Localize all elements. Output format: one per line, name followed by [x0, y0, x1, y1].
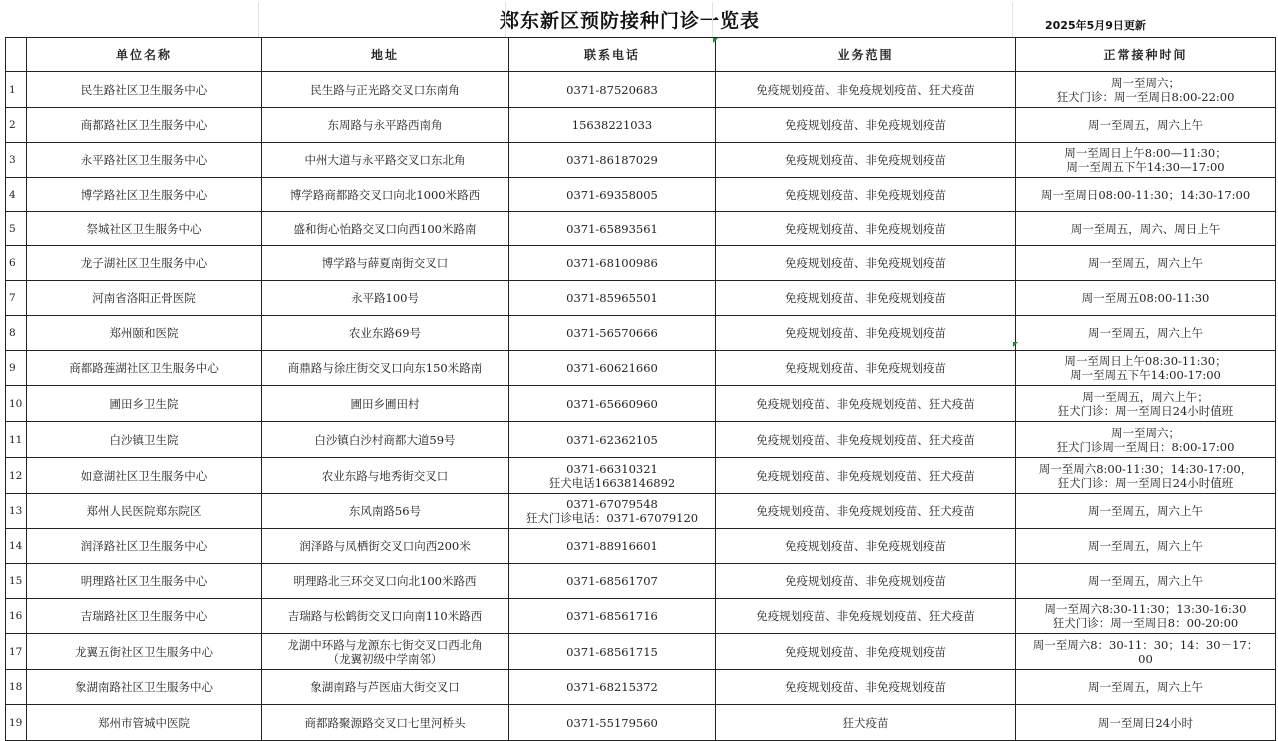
cell-address[interactable]: 圃田乡圃田村	[262, 386, 509, 422]
table-row	[6, 72, 1276, 108]
cell-scope[interactable]: 免疫规划疫苗、非免疫规划疫苗	[716, 108, 1016, 143]
cell-no[interactable]: 4	[6, 178, 27, 212]
table-row	[6, 458, 1276, 494]
cell-address[interactable]: 博学路与薛夏南街交叉口	[262, 246, 509, 281]
cell-no[interactable]: 16	[6, 599, 27, 634]
cell-time-line: 周一至周五，周六上午	[1088, 504, 1203, 518]
cell-time[interactable]	[1016, 281, 1276, 316]
cell-scope[interactable]: 免疫规划疫苗、非免疫规划疫苗	[716, 564, 1016, 599]
cell-time-line: 狂犬门诊：周一至周日24小时值班	[1057, 475, 1234, 490]
cell-scope[interactable]: 免疫规划疫苗、非免疫规划疫苗	[716, 316, 1016, 351]
cell-address[interactable]: 永平路100号	[262, 281, 509, 316]
cell-time-line: 周一至周五，周六上午	[1088, 118, 1203, 132]
cell-name[interactable]: 郑州颐和医院	[27, 316, 262, 351]
cell-time-line: 狂犬门诊：周一至周日24小时值班	[1057, 403, 1234, 418]
cell-time[interactable]	[1016, 212, 1276, 246]
table-row	[6, 634, 1276, 670]
cell-scope[interactable]: 免疫规划疫苗、非免疫规划疫苗	[716, 212, 1016, 246]
cell-phone-line: 0371-69358005	[566, 187, 658, 202]
clinic-table	[5, 37, 1276, 741]
cell-address[interactable]: 中州大道与永平路交叉口东北角	[262, 143, 509, 178]
header-cell-no[interactable]	[6, 38, 27, 72]
cell-name[interactable]: 郑州人民医院郑东院区	[27, 494, 262, 529]
header-cell-time[interactable]: 正常接种时间	[1016, 38, 1276, 72]
cell-phone[interactable]	[509, 670, 716, 705]
cell-phone[interactable]	[509, 386, 716, 422]
cell-phone-line: 0371-56570666	[566, 326, 658, 340]
cell-scope[interactable]: 免疫规划疫苗、非免疫规划疫苗	[716, 281, 1016, 316]
table-row	[6, 316, 1276, 351]
header-cell-scope[interactable]: 业务范围	[716, 38, 1016, 72]
cell-scope[interactable]: 免疫规划疫苗、非免疫规划疫苗、狂犬疫苗	[716, 458, 1016, 494]
cell-no[interactable]: 2	[6, 108, 27, 143]
cell-name[interactable]: 象湖南路社区卫生服务中心	[27, 670, 262, 705]
cell-time-line: 周一至周六；	[1111, 75, 1180, 90]
cell-time-line: 周一至周六8：30-11：30；14：30－17：	[1032, 637, 1259, 652]
header-row	[6, 38, 1276, 72]
cell-address[interactable]: 白沙镇白沙村商都大道59号	[262, 422, 509, 458]
cell-scope[interactable]: 免疫规划疫苗、非免疫规划疫苗	[716, 634, 1016, 670]
table-row	[6, 670, 1276, 705]
cell-name[interactable]: 龙翼五街社区卫生服务中心	[27, 634, 262, 670]
cell-name[interactable]: 圃田乡卫生院	[27, 386, 262, 422]
cell-time-line: 周一至周五下午14:00-17:00	[1070, 368, 1221, 382]
cell-address[interactable]: 农业东路69号	[262, 316, 509, 351]
cell-no[interactable]: 14	[6, 529, 27, 564]
table-row	[6, 599, 1276, 634]
cell-name[interactable]: 龙子湖社区卫生服务中心	[27, 246, 262, 281]
cell-phone-line: 0371-88916601	[566, 539, 658, 553]
cell-time-line: 周一至周五，周六上午	[1088, 539, 1203, 553]
cell-time[interactable]	[1016, 529, 1276, 564]
table-row	[6, 386, 1276, 422]
cell-address[interactable]: 象湖南路与芦医庙大街交叉口	[262, 670, 509, 705]
cell-phone-line: 狂犬门诊电话：0371-67079120	[525, 511, 699, 525]
table-row	[6, 351, 1276, 386]
cell-time-line: 周一至周六8:00-11:30；14:30-17:00，	[1038, 461, 1253, 476]
table-row	[6, 494, 1276, 529]
cell-time[interactable]	[1016, 351, 1276, 386]
cell-time-line: 周一至周日上午08:30-11:30；	[1064, 354, 1227, 368]
cell-time[interactable]	[1016, 599, 1276, 634]
cell-phone-line: 15638221033	[571, 118, 653, 132]
cell-address[interactable]: 盛和街心怡路交叉口向西100米路南	[262, 212, 509, 246]
cell-time-line: 周一至周日上午8:00—11:30；	[1064, 146, 1227, 160]
cell-name[interactable]: 白沙镇卫生院	[27, 422, 262, 458]
cell-scope[interactable]: 免疫规划疫苗、非免疫规划疫苗	[716, 143, 1016, 178]
cell-phone-line: 狂犬电话16638146892	[548, 475, 676, 490]
cell-no[interactable]: 3	[6, 143, 27, 178]
cell-time[interactable]	[1016, 386, 1276, 422]
cell-name[interactable]: 河南省洛阳正骨医院	[27, 281, 262, 316]
cell-phone[interactable]	[509, 316, 716, 351]
cell-no[interactable]: 19	[6, 705, 27, 741]
page-title: 郑东新区预防接种门诊一览表	[499, 10, 760, 32]
cell-address[interactable]: 农业东路与地秀街交叉口	[262, 458, 509, 494]
cell-phone[interactable]	[509, 72, 716, 108]
cell-address[interactable]: 博学路商都路交叉口向北1000米路西	[262, 178, 509, 212]
cell-scope[interactable]: 免疫规划疫苗、非免疫规划疫苗	[716, 670, 1016, 705]
cell-time-line: 周一至周五下午14:30—17:00	[1066, 160, 1225, 174]
cell-phone[interactable]	[509, 458, 716, 494]
cell-phone[interactable]	[509, 599, 716, 634]
cell-time[interactable]	[1016, 670, 1276, 705]
cell-name[interactable]: 祭城社区卫生服务中心	[27, 212, 262, 246]
cell-time-line: 周一至周五，周六上午	[1088, 326, 1203, 340]
cell-phone[interactable]	[509, 143, 716, 178]
table-row	[6, 705, 1276, 741]
cell-time[interactable]	[1016, 458, 1276, 494]
cell-address[interactable]: 东风南路56号	[262, 494, 509, 529]
cell-time-line: 周一至周五，周六、周日上午	[1070, 221, 1221, 236]
cell-no[interactable]: 17	[6, 634, 27, 670]
cell-name[interactable]: 博学路社区卫生服务中心	[27, 178, 262, 212]
cell-time-line: 周一至周五，周六上午	[1088, 574, 1203, 588]
cell-scope[interactable]: 免疫规划疫苗、非免疫规划疫苗、狂犬疫苗	[716, 386, 1016, 422]
cell-address[interactable]: 民生路与正光路交叉口东南角	[262, 72, 509, 108]
cell-name[interactable]: 商都路莲湖社区卫生服务中心	[27, 351, 262, 386]
cell-phone-line: 0371-65893561	[566, 221, 658, 236]
cell-address[interactable]: 明理路北三环交叉口向北100米路西	[262, 564, 509, 599]
cell-scope[interactable]: 免疫规划疫苗、非免疫规划疫苗	[716, 246, 1016, 281]
cell-time[interactable]	[1016, 108, 1276, 143]
cell-phone-line: 0371-85965501	[566, 291, 658, 305]
cell-phone-line: 0371-87520683	[566, 82, 658, 97]
update-date: 2025年5月9日更新	[1045, 19, 1146, 32]
table-row	[6, 143, 1276, 178]
cell-phone-line: 0371-86187029	[566, 153, 658, 167]
cell-phone-line: 0371-68561716	[566, 609, 658, 623]
header-cell-name[interactable]: 单位名称	[27, 38, 262, 72]
cell-no[interactable]: 1	[6, 72, 27, 108]
cell-address[interactable]: 商鼎路与徐庄街交叉口向东150米路南	[262, 351, 509, 386]
cell-name[interactable]: 吉瑞路社区卫生服务中心	[27, 599, 262, 634]
cell-phone-line: 0371-68215372	[566, 680, 658, 694]
cell-name[interactable]: 永平路社区卫生服务中心	[27, 143, 262, 178]
cell-no[interactable]: 5	[6, 212, 27, 246]
cell-address[interactable]	[262, 634, 509, 670]
cell-time[interactable]	[1016, 564, 1276, 599]
header-cell-address[interactable]: 地址	[262, 38, 509, 72]
cell-phone-line: 0371-65660960	[566, 396, 658, 411]
cell-no[interactable]: 9	[6, 351, 27, 386]
table-row	[6, 422, 1276, 458]
cell-no[interactable]: 18	[6, 670, 27, 705]
cell-time-line: 周一至周六8:30-11:30；13:30-16:30	[1044, 602, 1247, 616]
cell-time-line: 周一至周五08:00-11:30	[1081, 291, 1210, 305]
cell-phone-line: 0371-68100986	[566, 256, 658, 270]
cell-phone[interactable]	[509, 705, 716, 741]
cell-phone[interactable]	[509, 529, 716, 564]
table-row	[6, 108, 1276, 143]
cell-phone-line: 0371-55179560	[566, 715, 658, 730]
cell-time-line: 狂犬门诊：周一至周日8:00-22:00	[1056, 89, 1235, 104]
cell-time[interactable]	[1016, 143, 1276, 178]
cell-phone[interactable]	[509, 108, 716, 143]
cell-phone[interactable]	[509, 246, 716, 281]
table-row	[6, 178, 1276, 212]
cell-address[interactable]: 润泽路与凤栖街交叉口向西200米	[262, 529, 509, 564]
cell-phone-line: 0371-60621660	[566, 361, 658, 375]
cell-scope[interactable]: 狂犬疫苗	[716, 705, 1016, 741]
cell-no[interactable]: 13	[6, 494, 27, 529]
table-row	[6, 529, 1276, 564]
cell-name[interactable]: 民生路社区卫生服务中心	[27, 72, 262, 108]
cell-time[interactable]	[1016, 705, 1276, 741]
header-cell-phone[interactable]: 联系电话	[509, 38, 716, 72]
cell-name[interactable]: 明理路社区卫生服务中心	[27, 564, 262, 599]
table-row	[6, 212, 1276, 246]
cell-name[interactable]: 如意湖社区卫生服务中心	[27, 458, 262, 494]
cell-no[interactable]: 12	[6, 458, 27, 494]
table-row	[6, 246, 1276, 281]
cell-phone[interactable]	[509, 422, 716, 458]
cell-time-line: 周一至周六；	[1111, 425, 1180, 440]
cell-no[interactable]: 10	[6, 386, 27, 422]
table-row	[6, 564, 1276, 599]
cell-phone-line: 0371-68561715	[566, 644, 658, 659]
cell-phone[interactable]	[509, 351, 716, 386]
cell-time[interactable]	[1016, 422, 1276, 458]
cell-name[interactable]: 郑州市管城中医院	[27, 705, 262, 741]
cell-address[interactable]: 东周路与永平路西南角	[262, 108, 509, 143]
cell-time[interactable]	[1016, 316, 1276, 351]
cell-scope[interactable]: 免疫规划疫苗、非免疫规划疫苗、狂犬疫苗	[716, 422, 1016, 458]
cell-scope[interactable]: 免疫规划疫苗、非免疫规划疫苗	[716, 351, 1016, 386]
cell-time[interactable]	[1016, 178, 1276, 212]
cell-scope[interactable]: 免疫规划疫苗、非免疫规划疫苗	[716, 178, 1016, 212]
cell-time[interactable]	[1016, 494, 1276, 529]
cell-scope[interactable]: 免疫规划疫苗、非免疫规划疫苗、狂犬疫苗	[716, 72, 1016, 108]
cell-name[interactable]: 润泽路社区卫生服务中心	[27, 529, 262, 564]
cell-time[interactable]	[1016, 634, 1276, 670]
cell-no[interactable]: 15	[6, 564, 27, 599]
cell-phone-line: 0371-68561707	[566, 574, 658, 588]
cell-phone[interactable]	[509, 178, 716, 212]
cell-scope[interactable]: 免疫规划疫苗、非免疫规划疫苗、狂犬疫苗	[716, 599, 1016, 634]
cell-phone[interactable]	[509, 281, 716, 316]
cell-no[interactable]: 11	[6, 422, 27, 458]
cell-address-line: 龙湖中环路与龙源东七街交叉口西北角	[287, 637, 483, 652]
cell-time-line: 狂犬门诊：周一至周日8：00-20:00	[1052, 616, 1239, 630]
title-row	[5, 2, 1275, 37]
cell-no[interactable]: 6	[6, 246, 27, 281]
cell-scope[interactable]: 免疫规划疫苗、非免疫规划疫苗	[716, 529, 1016, 564]
cell-scope[interactable]: 免疫规划疫苗、非免疫规划疫苗、狂犬疫苗	[716, 494, 1016, 529]
cell-time-line: 周一至周五，周六上午	[1088, 680, 1203, 694]
cell-time-line: 周一至周日08:00-11:30；14:30-17:00	[1040, 187, 1251, 202]
cell-phone-line: 0371-67079548	[566, 497, 658, 511]
cell-phone[interactable]	[509, 634, 716, 670]
cell-time-line: 周一至周五，周六上午	[1088, 256, 1203, 270]
cell-phone[interactable]	[509, 212, 716, 246]
cell-no[interactable]: 8	[6, 316, 27, 351]
cell-address[interactable]: 吉瑞路与松鹤街交叉口向南110米路西	[262, 599, 509, 634]
cell-time-line: 00	[1138, 651, 1153, 666]
cell-time-line: 狂犬门诊周一至周日：8:00-17:00	[1056, 439, 1235, 454]
cell-address[interactable]: 商都路聚源路交叉口七里河桥头	[262, 705, 509, 741]
cell-phone[interactable]	[509, 564, 716, 599]
comment-marker	[713, 38, 718, 43]
cell-phone-line: 0371-62362105	[566, 432, 658, 447]
cell-name[interactable]: 商都路社区卫生服务中心	[27, 108, 262, 143]
table-row	[6, 281, 1276, 316]
comment-marker	[1013, 342, 1018, 347]
cell-no[interactable]: 7	[6, 281, 27, 316]
cell-phone-line: 0371-66310321	[566, 461, 658, 476]
cell-time[interactable]	[1016, 72, 1276, 108]
cell-time[interactable]	[1016, 246, 1276, 281]
cell-time-line: 周一至周五，周六上午；	[1082, 389, 1209, 404]
cell-address-line: （龙翼初级中学南邻）	[327, 651, 443, 666]
cell-phone[interactable]	[509, 494, 716, 529]
cell-time-line: 周一至周日24小时	[1097, 715, 1194, 730]
